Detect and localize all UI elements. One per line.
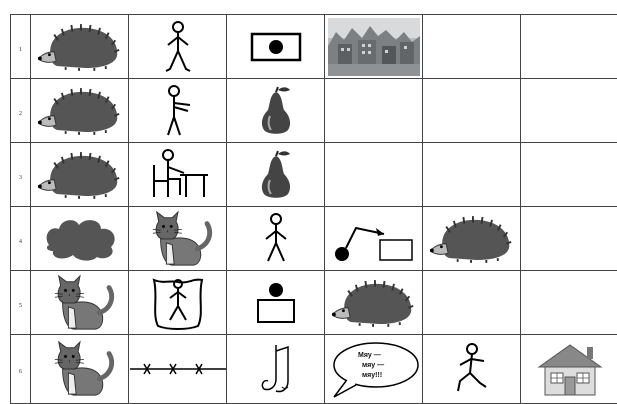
- row-number: 4: [19, 239, 22, 245]
- table-cell: [227, 79, 325, 143]
- table-cell: [227, 271, 325, 335]
- empty-cell: [423, 271, 521, 335]
- table-cell: [31, 79, 129, 143]
- empty-cell: [423, 143, 521, 207]
- table-cell: [129, 207, 227, 271]
- speech-bubble-icon: [328, 339, 420, 399]
- table-cell: [325, 207, 423, 271]
- empty-cell: [423, 79, 521, 143]
- empty-cell: [521, 143, 617, 207]
- table-cell: [31, 207, 129, 271]
- table-cell: [423, 207, 521, 271]
- table-cell: [521, 335, 617, 404]
- table-cell: [129, 79, 227, 143]
- empty-cell: [325, 79, 423, 143]
- hedgehog-icon: [331, 279, 417, 327]
- hedgehog-icon: [429, 215, 515, 263]
- empty-cell: [521, 271, 617, 335]
- table-cell: [129, 335, 227, 404]
- speech-line-2: мяу —: [362, 362, 384, 369]
- cat-icon: [139, 210, 217, 268]
- row-number-cell: [11, 335, 31, 404]
- row-number-cell: [11, 15, 31, 79]
- empty-cell: [521, 207, 617, 271]
- table-cell: [129, 15, 227, 79]
- table-row: [11, 79, 617, 143]
- table-cell: [129, 271, 227, 335]
- ball-to-box-arrow-icon: [332, 214, 416, 264]
- row-number-cell: [11, 207, 31, 271]
- reaching-person-icon: [158, 83, 198, 139]
- pear-icon: [256, 150, 296, 200]
- black-circle-in-rectangle-icon: [250, 32, 302, 62]
- row-number-cell: [11, 143, 31, 207]
- city-photo-icon: [328, 18, 420, 76]
- table-cell: [227, 15, 325, 79]
- sentence-table: [10, 14, 617, 404]
- table-cell: [31, 15, 129, 79]
- hedgehog-icon: [37, 151, 123, 199]
- house-icon: [535, 341, 605, 397]
- table-cell: [31, 271, 129, 335]
- table-row: [11, 335, 617, 404]
- table-cell: [227, 143, 325, 207]
- empty-cell: [325, 143, 423, 207]
- barbed-wire-icon: [130, 359, 226, 379]
- cat-icon: [41, 274, 119, 332]
- table-cell: [325, 335, 423, 404]
- row-number: 2: [19, 111, 22, 117]
- cat-icon: [41, 340, 119, 398]
- table-cell: [129, 143, 227, 207]
- table-cell: [31, 143, 129, 207]
- table-cell: [227, 335, 325, 404]
- walking-person-icon: [158, 19, 198, 75]
- running-person-icon: [450, 341, 494, 397]
- empty-cell: [521, 15, 617, 79]
- row-number-cell: [11, 271, 31, 335]
- table-row: [11, 143, 617, 207]
- table-cell: [227, 207, 325, 271]
- table-cell: [325, 15, 423, 79]
- hedgehog-icon: [37, 87, 123, 135]
- table-row: [11, 207, 617, 271]
- speech-line-1: Мяу —: [358, 352, 381, 359]
- table-row: [11, 15, 617, 79]
- speech-line-3: мяу!!!: [362, 372, 382, 379]
- table-cell: [325, 271, 423, 335]
- row-number: 3: [19, 175, 22, 181]
- row-number: 6: [19, 369, 22, 375]
- ball-on-box-icon: [252, 280, 300, 326]
- empty-cell: [423, 15, 521, 79]
- sitting-person-at-table-icon: [146, 147, 210, 203]
- empty-cell: [521, 79, 617, 143]
- row-number: 1: [19, 47, 22, 53]
- table-row: [11, 271, 617, 335]
- table-cell: [31, 335, 129, 404]
- row-number-cell: [11, 79, 31, 143]
- pear-icon: [256, 86, 296, 136]
- person-in-sack-icon: [148, 274, 208, 332]
- table-cell: [423, 335, 521, 404]
- bush-icon: [39, 215, 121, 263]
- row-number: 5: [19, 303, 22, 309]
- standing-person-icon: [256, 211, 296, 267]
- hedgehog-icon: [37, 23, 123, 71]
- cat-paw-icon: [258, 343, 294, 395]
